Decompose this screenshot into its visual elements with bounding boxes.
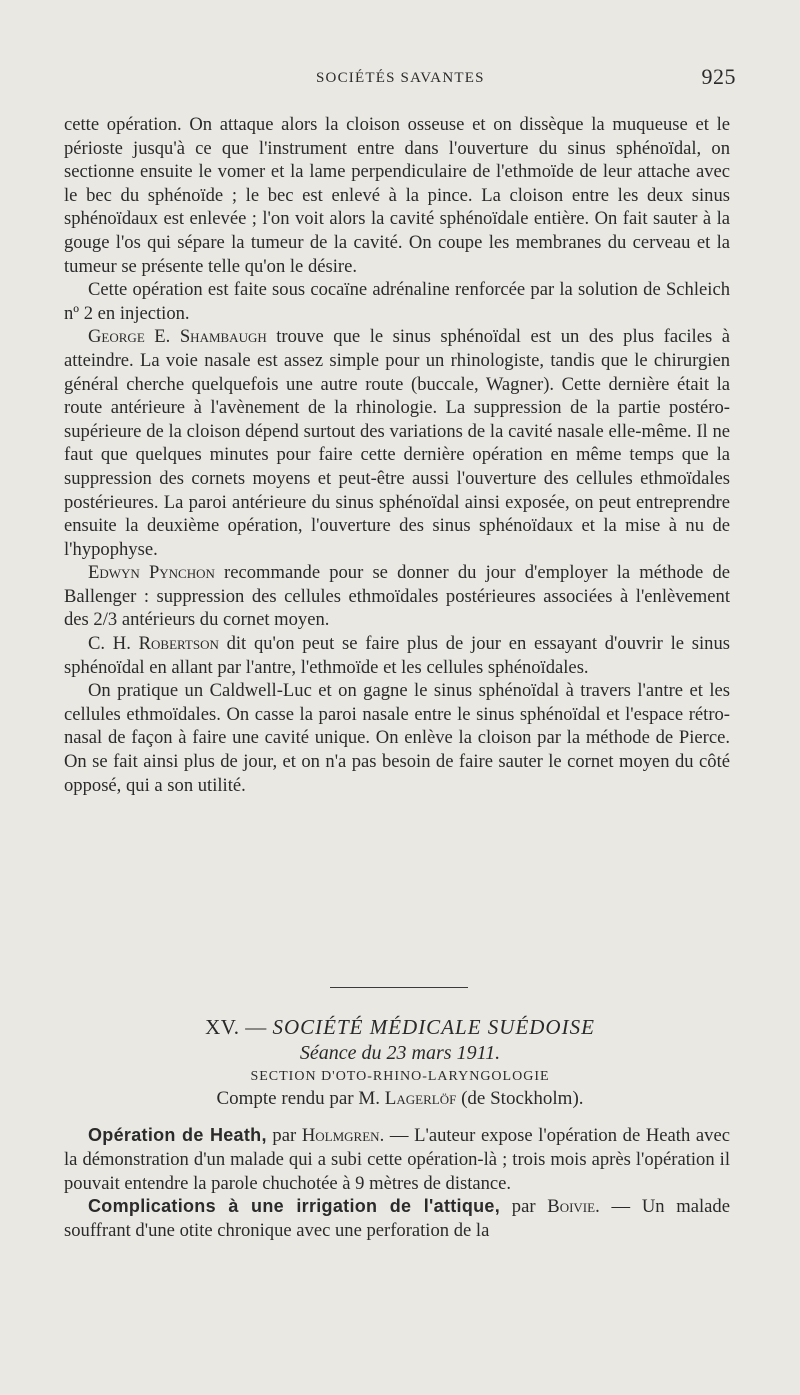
section-byline (0, 1088, 800, 1110)
entry-title: Complications à une irrigation de l'attique, (88, 1196, 501, 1217)
entry-text: . — L'auteur expose l'opération de Heath avec la démonstration d'un malade qui a subi cette opération-là ; trois mois après l'opération il pouvait entendre la parole chuchotée à 9 mètres de distance. (64, 1125, 730, 1194)
paragraph-text: dit qu'on peut se faire plus de jour en essayant d'ouvrir le sinus sphénoïdal en allant par l'antre, l'ethmoïde et les cellules sphénoïdales. (64, 633, 730, 678)
author-initials: C. H. (88, 633, 139, 655)
paragraph (64, 632, 730, 679)
entry-by: par (500, 1196, 548, 1218)
entry-text: . — Un malade souffrant d'une otite chronique avec une perforation de la (64, 1196, 730, 1242)
author-name: George E. Shambaugh (88, 326, 267, 348)
entry (64, 1195, 730, 1243)
body-text (64, 113, 730, 797)
paragraph: cette opération. On attaque alors la cloison osseuse et on dissèque la muqueuse et le périoste jusqu'à ce que l'instrument entre dans l'ouverture du sinus sphénoïdal, on sectionne ensuite le vomer et la lame perpendiculaire de l'ethmoïde de leur attache avec le bec du sphénoïde ; le bec est enlevé à la pince. La cloison entre les deux sinus sphénoïdaux est enlevée ; l'on voit alors la cavité sphénoïdale entière. On fait sauter à la gouge l'os qui sépare la tumeur de la cavité. On coupe les membranes du cerveau et la tumeur se présente telle qu'on le désire. (64, 114, 730, 277)
section-number: XV. — (205, 1015, 273, 1039)
byline-suffix: (de Stockholm). (456, 1088, 584, 1109)
section-subheading: SECTION D'OTO-RHINO-LARYNGOLOGIE (250, 1069, 550, 1084)
byline-name: Lagerlöf (384, 1088, 457, 1109)
entry-title: Opération de Heath, (88, 1125, 267, 1145)
entry-author: Boivie (547, 1196, 596, 1218)
author-name: Robertson (138, 633, 219, 655)
entry-by: par (266, 1125, 302, 1146)
section-title (0, 1015, 800, 1040)
page-number: 925 (701, 64, 736, 89)
section-divider (330, 987, 468, 988)
running-head: SOCIÉTÉS SAVANTES (316, 70, 485, 86)
paragraph (64, 325, 730, 561)
paragraph (64, 561, 730, 632)
section-name: SOCIÉTÉ MÉDICALE SUÉDOISE (272, 1015, 595, 1039)
paragraph: Cette opération est faite sous cocaïne adrénaline renforcée par la solution de Schleich nº 2 en injection. (64, 279, 730, 324)
paragraph: On pratique un Caldwell-Luc et on gagne le sinus sphénoïdal à travers l'antre et les cellules ethmoïdales. On casse la paroi nasale entre le sinus sphénoïdal et l'espace rétro-nasal de façon à faire une cavité unique. On enlève la cloison par la méthode de Pierce. On se fait ainsi plus de jour, et on n'a pas besoin de faire sauter le cornet moyen du côté opposé, qui a son utilité. (64, 680, 730, 796)
paragraph-text: recommande pour se donner du jour d'employer la méthode de Ballenger : suppression des cellules ethmoïdales postérieures associées à l'enlèvement des 2/3 antérieurs du cornet moyen. (64, 562, 730, 631)
section-entries (64, 1124, 730, 1243)
author-name: Edwyn Pynchon (88, 562, 215, 584)
page-header (0, 62, 800, 92)
entry (64, 1124, 730, 1195)
section-date: Séance du 23 mars 1911. (299, 1042, 501, 1064)
byline-prefix: Compte rendu par M. (216, 1088, 385, 1109)
paragraph-text: trouve que le sinus sphénoïdal est un des plus faciles à atteindre. La voie nasale est assez simple pour un rhinologiste, tandis que le chirurgien général cherche quelquefois une autre route (buccale, Wagner). Cette dernière était la route antérieure à l'avènement de la rhinologie. La suppression de la partie postéro-supérieure de la cloison dépend surtout des variations de la cavité nasale elle-même. Il ne faut que quelques minutes pour faire cette dernière opération en même temps que la suppression des cornets moyens et peut-être aussi l'ouverture des cellules ethmoïdales postérieures. La paroi antérieure du sinus sphénoïdal ainsi exposée, on peut entreprendre ensuite la deuxième opération, l'ouverture des sinus sphénoïdaux et la mise à nu de l'hypophyse. (64, 326, 730, 560)
entry-author: Holmgren (301, 1125, 380, 1146)
